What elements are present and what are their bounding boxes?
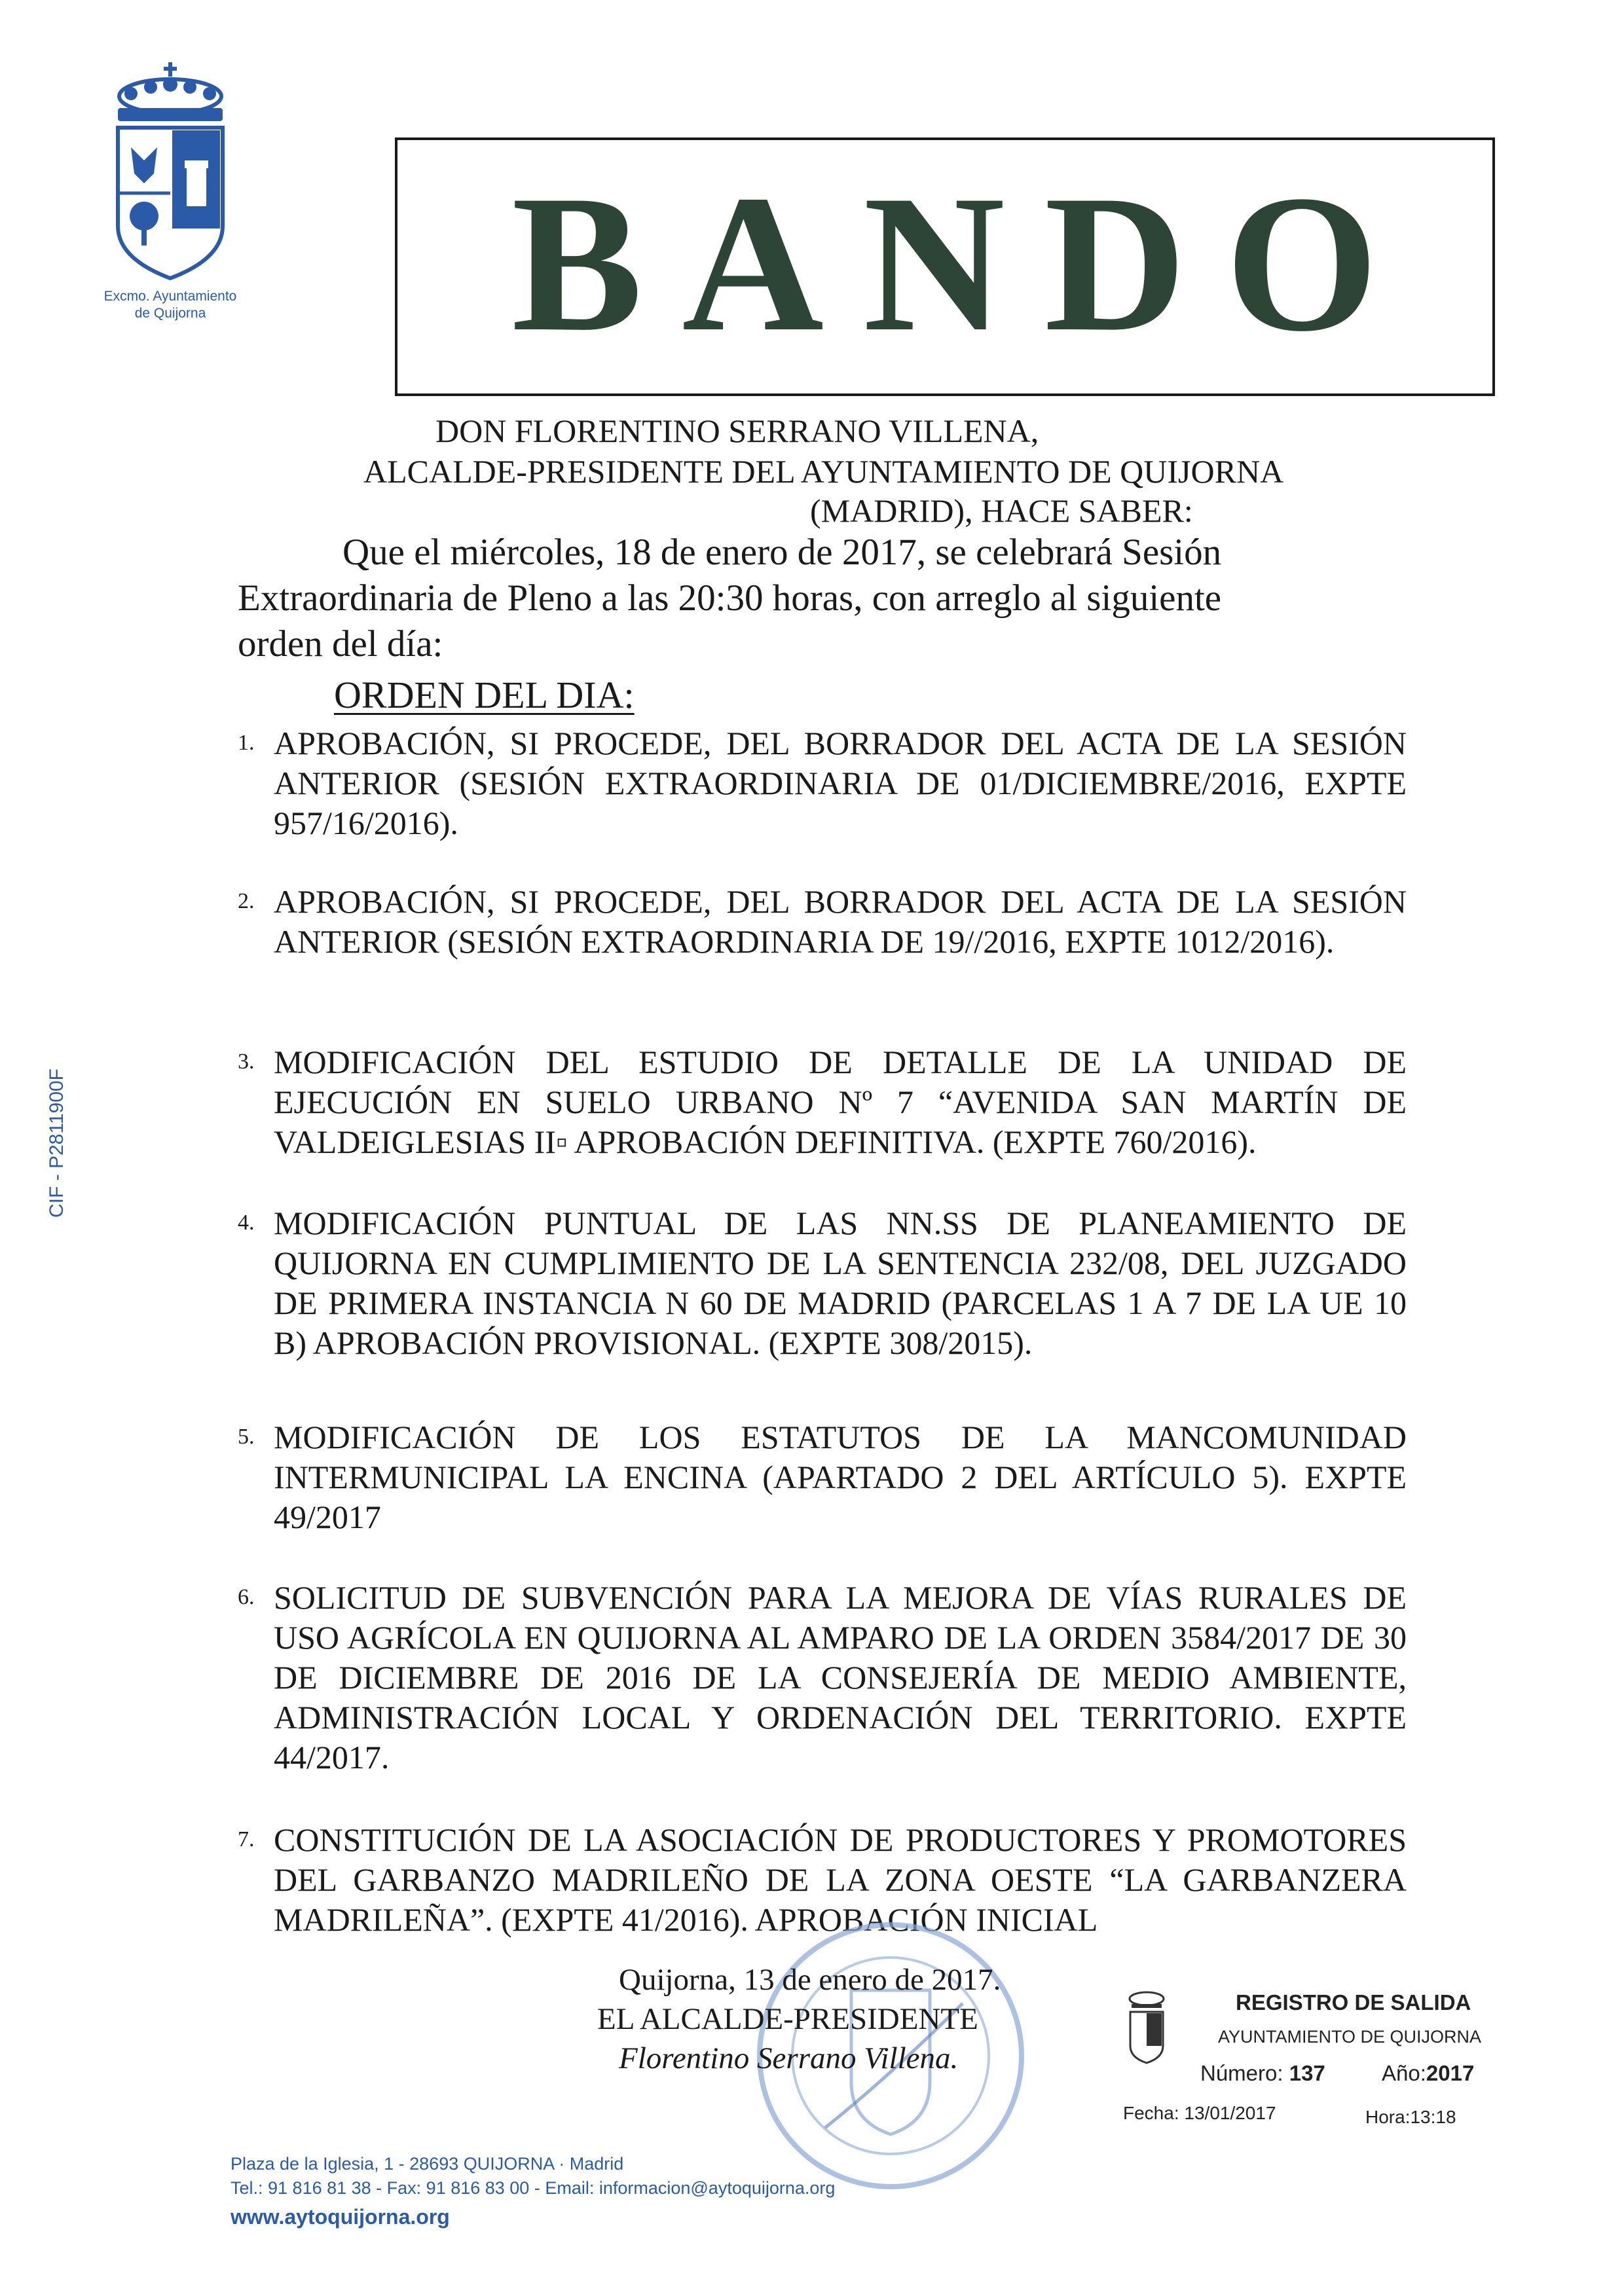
mayor-name: DON FLORENTINO SERRANO VILLENA, xyxy=(435,412,1039,449)
registry-time-label: Hora: xyxy=(1365,2107,1411,2127)
agenda-item-number: 2. xyxy=(238,889,255,913)
agenda-item-number: 1. xyxy=(238,731,255,755)
footer-address: Plaza de la Iglesia, 1 - 28693 QUIJORNA · Madrid xyxy=(231,2154,624,2174)
agenda-item-number: 4. xyxy=(238,1211,255,1235)
registry-time xyxy=(1365,2107,1456,2128)
intro-line-3: orden del día: xyxy=(238,623,443,665)
signature-role: EL ALCALDE-PRESIDENTE xyxy=(597,2002,978,2036)
agenda-item-number: 7. xyxy=(238,1827,255,1851)
agenda-item-text: APROBACIÓN, SI PROCEDE, DEL BORRADOR DEL ACTA DE LA SESIÓN ANTERIOR (SESIÓN EXTRAORDINARIA DE 19//2016, EXPTE 1012/2016). xyxy=(274,883,1407,960)
registry-number-label: Número: xyxy=(1200,2061,1283,2085)
coat-of-arms-logo xyxy=(105,62,236,285)
registry-coat-of-arms-icon xyxy=(1126,1987,1167,2066)
logo-caption-line1: Excmo. Ayuntamiento xyxy=(103,289,237,304)
cif-side-text: CIF - P2811900F xyxy=(46,1068,67,1218)
registry-time-value: 13:18 xyxy=(1410,2107,1456,2127)
agenda-item-text: SOLICITUD DE SUBVENCIÓN PARA LA MEJORA DE VÍAS RURALES DE USO AGRÍCOLA EN QUIJORNA AL AMPARO DE LA ORDEN 3584/2017 DE 30 DE DICIEMBRE DE 2016 DE LA CONSEJERÍA DE MEDIO AMBIENTE, ADMINISTRACIÓN LOCAL Y ORDENACIÓN DEL TERRITORIO. EXPTE 44/2017. xyxy=(274,1579,1407,1776)
agenda-item-text: MODIFICACIÓN DEL ESTUDIO DE DETALLE DE LA UNIDAD DE EJECUCIÓN EN SUELO URBANO Nº 7 “AVENIDA SAN MARTÍN DE VALDEIGLESIAS II▫ APROBACIÓN DEFINITIVA. (EXPTE 760/2016). xyxy=(274,1044,1407,1160)
agenda-item-number: 3. xyxy=(238,1049,255,1074)
agenda-item-number: 5. xyxy=(238,1425,255,1449)
registry-number-value: 137 xyxy=(1289,2061,1325,2085)
agenda-item-text: APROBACIÓN, SI PROCEDE, DEL BORRADOR DEL ACTA DE LA SESIÓN ANTERIOR (SESIÓN EXTRAORDINARIA DE 01/DICIEMBRE/2016, EXPTE 957/16/2016). xyxy=(274,725,1407,841)
intro-line-2: Extraordinaria de Pleno a las 20:30 horas, con arreglo al siguiente xyxy=(238,577,1222,619)
registry-date-label: Fecha: xyxy=(1123,2103,1179,2123)
agenda-title: ORDEN DEL DIA: xyxy=(334,674,635,716)
registry-entity: AYUNTAMIENTO DE QUIJORNA xyxy=(1218,2027,1482,2047)
logo-caption-line2: de Quijorna xyxy=(134,306,206,321)
agenda-item-text: MODIFICACIÓN PUNTUAL DE LAS NN.SS DE PLANEAMIENTO DE QUIJORNA EN CUMPLIMIENTO DE LA SENTENCIA 232/08, DEL JUZGADO DE PRIMERA INSTANCIA N 60 DE MADRID (PARCELAS 1 A 7 DE LA UE 10 B) APROBACIÓN PROVISIONAL. (EXPTE 308/2015). xyxy=(274,1205,1407,1361)
agenda-item-text: MODIFICACIÓN DE LOS ESTATUTOS DE LA MANCOMUNIDAD INTERMUNICIPAL LA ENCINA (APARTADO 2 DEL ARTÍCULO 5). EXPTE 49/2017 xyxy=(274,1419,1407,1535)
registry-year xyxy=(1382,2061,1474,2086)
registry-date-value: 13/01/2017 xyxy=(1184,2103,1276,2123)
logo-caption xyxy=(98,288,242,322)
footer-website[interactable]: www.aytoquijorna.org xyxy=(231,2205,450,2229)
signature-name: Florentino Serrano Villena. xyxy=(619,2041,959,2075)
signature-place-date: Quijorna, 13 de enero de 2017. xyxy=(619,1963,1001,1997)
agenda-item-number: 6. xyxy=(238,1585,255,1609)
agenda-item-text: CONSTITUCIÓN DE LA ASOCIACIÓN DE PRODUCTORES Y PROMOTORES DEL GARBANZO MADRILEÑO DE LA ZONA OESTE “LA GARBANZERA MADRILEÑA”. (EXPTE 41/2016). APROBACIÓN INICIAL xyxy=(274,1821,1407,1938)
footer-contact: Tel.: 91 816 81 38 - Fax: 91 816 83 00 - Email: informacion@aytoquijorna.org xyxy=(231,2178,836,2198)
page-title: BANDO xyxy=(511,155,1418,372)
hace-saber: (MADRID), HACE SABER: xyxy=(810,492,1193,529)
registry-date xyxy=(1123,2103,1276,2124)
registry-year-label: Año: xyxy=(1382,2061,1426,2085)
registry-number xyxy=(1200,2061,1325,2086)
mayor-title: ALCALDE-PRESIDENTE DEL AYUNTAMIENTO DE QUIJORNA xyxy=(363,453,1284,490)
intro-line-1: Que el miércoles, 18 de enero de 2017, se celebrará Sesión xyxy=(342,532,1222,573)
registry-title: REGISTRO DE SALIDA xyxy=(1236,1990,1471,2014)
registry-year-value: 2017 xyxy=(1426,2061,1475,2085)
